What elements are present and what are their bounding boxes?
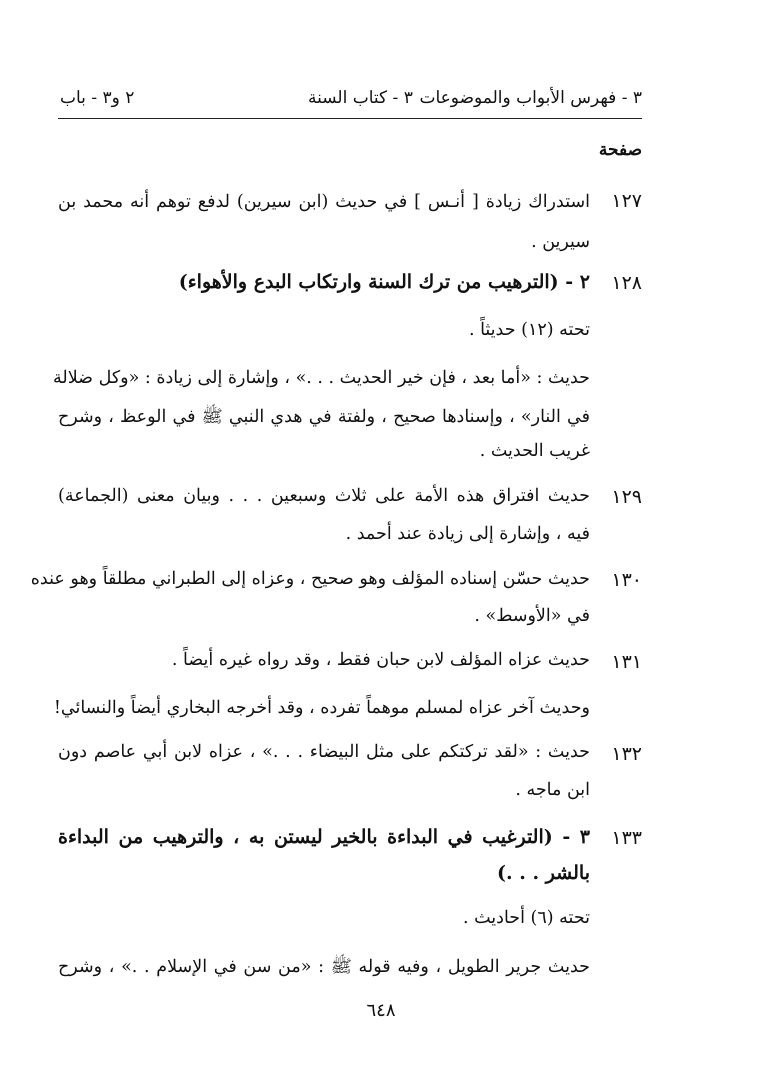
running-header [58, 84, 642, 119]
header-right: ٣ - فهرس الأبواب والموضوعات [419, 88, 642, 108]
page-column-label: صفحة [598, 140, 642, 160]
entry-number: ١٣٢ [611, 743, 642, 765]
entry-number: ١٢٩ [611, 486, 642, 508]
entry-number: ١٢٧ [611, 190, 642, 212]
entry-number: ١٣٣ [611, 827, 642, 849]
header-left: ٢ و٣ - باب [60, 88, 135, 108]
entry-subtitle: تحته (١٢) حديثاً . [468, 320, 590, 340]
entry-number: ١٣١ [611, 651, 642, 673]
header-center: ٣ - كتاب السنة [308, 88, 413, 108]
entry-text-line: حديث افتراق هذه الأمة على ثلاث وسبعين . . . وبيان معنى (الجماعة) [58, 486, 590, 506]
entry-text-line: حديث حسّن إسناده المؤلف وهو صحيح ، وعزاه إلى الطبراني مطلقاً وهو عنده [30, 569, 590, 589]
entry-text-line: وحديث آخر عزاه لمسلم موهماً تفرده ، وقد أخرجه البخاري أيضاً والنسائي! [53, 698, 590, 718]
entry-text-line: استدراك زيادة [ أنـس ] في حديث (ابن سيرين) لدفع توهم أنه محمد بن [58, 192, 590, 212]
page-number: ٦٤٨ [366, 1000, 396, 1021]
chapter-heading: بالشر . . .) [497, 862, 590, 884]
chapter-heading: ٢ - (الترهيب من ترك السنة وارتكاب البدع والأهواء) [178, 271, 590, 293]
entry-text-line: حديث جرير الطويل ، وفيه قوله ﷺ : «من سن في الإسلام . .» ، وشرح [58, 957, 590, 977]
entry-text-line: في النار» ، وإسنادها صحيح ، ولفتة في هدي النبي ﷺ في الوعظ ، وشرح [58, 407, 590, 427]
chapter-heading: ٣ - (الترغيب في البداءة بالخير ليستن به ، والترهيب من البداءة [58, 826, 590, 848]
entry-subtitle: تحته (٦) أحاديث . [462, 908, 590, 928]
entry-text-line: ابن ماجه . [515, 780, 590, 800]
entry-text-line: في «الأوسط» . [474, 606, 590, 626]
entry-text-line: فيه ، وإشارة إلى زيادة عند أحمد . [345, 524, 590, 544]
entry-text-line: حديث : «لقد تركتكم على مثل البيضاء . . .» ، عزاه لابن أبي عاصم دون [58, 742, 590, 762]
entry-text-line: حديث : «أما بعد ، فإن خير الحديث . . .» ، وإشارة إلى زيادة : «وكل ضلالة [53, 368, 590, 388]
entry-text-line: سيرين . [531, 232, 590, 252]
entry-number: ١٣٠ [611, 569, 642, 591]
entry-number: ١٢٨ [611, 272, 642, 294]
entry-text-line: حديث عزاه المؤلف لابن حبان فقط ، وقد رواه غيره أيضاً . [171, 650, 590, 670]
entry-text-line: غريب الحديث . [479, 441, 590, 461]
